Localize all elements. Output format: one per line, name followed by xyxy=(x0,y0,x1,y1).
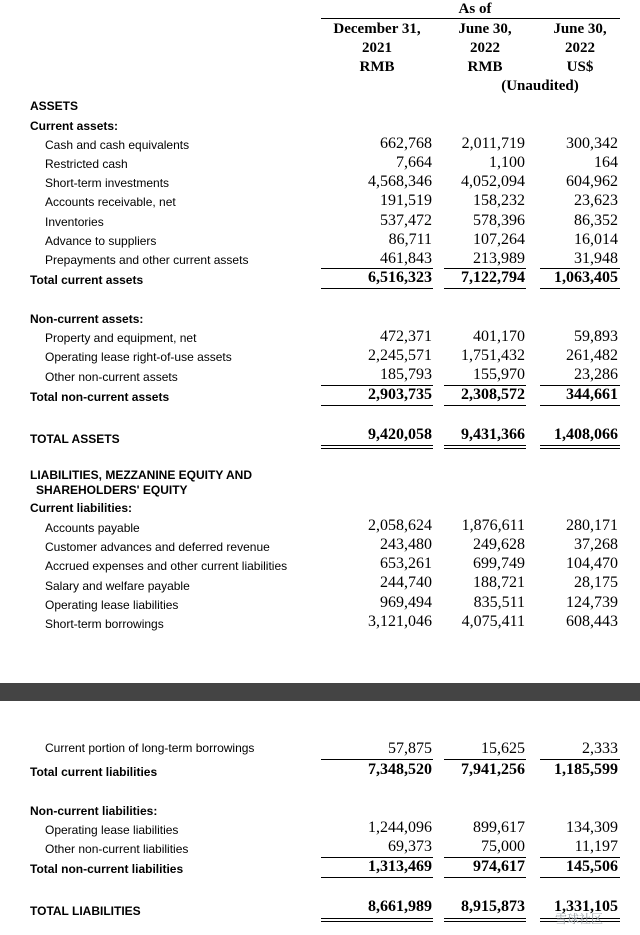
cell-dec2021: 1,244,096 xyxy=(368,819,432,836)
cell-jun2022-usd: 11,197 xyxy=(574,838,618,855)
row-label: Non-current liabilities: xyxy=(30,804,158,818)
cell-jun2022-rmb: 4,075,411 xyxy=(461,613,525,630)
header-col3 xyxy=(538,20,622,77)
cell-jun2022-usd: 344,661 xyxy=(566,386,618,403)
cell-jun2022-usd: 124,739 xyxy=(566,594,618,611)
cell-jun2022-usd: 31,948 xyxy=(574,250,618,267)
cell-jun2022-usd: 23,286 xyxy=(574,366,618,383)
cell-jun2022-rmb: 7,122,794 xyxy=(461,269,525,286)
cell-dec2021: 8,661,989 xyxy=(368,898,432,915)
cell-jun2022-rmb: 249,628 xyxy=(473,536,525,553)
cell-dec2021: 185,793 xyxy=(380,366,432,383)
cell-dec2021: 9,420,058 xyxy=(368,426,432,443)
row-label: Advance to suppliers xyxy=(45,234,157,248)
double-rule xyxy=(444,921,526,922)
cell-dec2021: 2,245,571 xyxy=(368,347,432,364)
cell-dec2021: 653,261 xyxy=(380,555,432,572)
cell-jun2022-usd: 608,443 xyxy=(566,613,618,630)
row-label: LIABILITIES, MEZZANINE EQUITY AND xyxy=(30,468,253,482)
col2-currency: RMB xyxy=(467,59,503,75)
row-label: Other non-current liabilities xyxy=(45,842,189,856)
cell-jun2022-rmb: 2,308,572 xyxy=(461,386,525,403)
col1-currency: RMB xyxy=(359,59,395,75)
cell-jun2022-rmb: 75,000 xyxy=(481,838,525,855)
col3-date: June 30, xyxy=(553,21,607,37)
total-rule xyxy=(321,877,433,878)
cell-jun2022-usd: 261,482 xyxy=(566,347,618,364)
row-label: Inventories xyxy=(45,215,104,229)
row-label: Short-term investments xyxy=(45,176,170,190)
row-label: TOTAL LIABILITIES xyxy=(30,904,141,918)
cell-dec2021: 57,875 xyxy=(388,740,432,757)
row-label: TOTAL ASSETS xyxy=(30,432,120,446)
cell-dec2021: 2,903,735 xyxy=(368,386,432,403)
double-rule xyxy=(444,918,526,919)
row-label: Customer advances and deferred revenue xyxy=(45,540,270,554)
cell-jun2022-rmb: 578,396 xyxy=(473,212,525,229)
page-break-band xyxy=(0,683,640,701)
cell-dec2021: 969,494 xyxy=(380,594,432,611)
header-unaudited: (Unaudited) xyxy=(501,78,579,94)
col3-year: 2022 xyxy=(565,40,595,56)
cell-jun2022-rmb: 155,970 xyxy=(473,366,525,383)
double-rule xyxy=(444,445,526,446)
row-label: ASSETS xyxy=(30,99,79,113)
watermark: 雪球社区 xyxy=(555,912,604,926)
row-label: Total current liabilities xyxy=(30,765,158,779)
subtotal-rule xyxy=(444,759,526,760)
row-label: Total current assets xyxy=(30,273,144,287)
row-label: Operating lease right-of-use assets xyxy=(45,350,232,364)
cell-jun2022-usd: 1,185,599 xyxy=(554,761,618,778)
row-label: Current assets: xyxy=(30,119,119,133)
row-label: Restricted cash xyxy=(45,157,128,171)
cell-dec2021: 243,480 xyxy=(380,536,432,553)
total-rule xyxy=(321,288,433,289)
cell-dec2021: 4,568,346 xyxy=(368,173,432,190)
cell-dec2021: 69,373 xyxy=(388,838,432,855)
cell-jun2022-rmb: 1,751,432 xyxy=(461,347,525,364)
row-label: Salary and welfare payable xyxy=(45,579,190,593)
cell-dec2021: 3,121,046 xyxy=(368,613,432,630)
cell-dec2021: 86,711 xyxy=(388,231,432,248)
cell-jun2022-usd: 604,962 xyxy=(566,173,618,190)
cell-jun2022-rmb: 9,431,366 xyxy=(461,426,525,443)
cell-jun2022-usd: 1,331,105 xyxy=(554,898,618,915)
row-label: Accrued expenses and other current liabilities xyxy=(45,559,288,573)
row-label: Operating lease liabilities xyxy=(45,823,179,837)
cell-dec2021: 1,313,469 xyxy=(368,858,432,875)
col2-date: June 30, xyxy=(458,21,512,37)
row-label: Short-term borrowings xyxy=(45,617,164,631)
total-rule xyxy=(444,405,526,406)
double-rule xyxy=(321,448,433,449)
double-rule xyxy=(540,448,620,449)
cell-dec2021: 2,058,624 xyxy=(368,517,432,534)
cell-jun2022-rmb: 1,100 xyxy=(489,154,525,171)
cell-dec2021: 662,768 xyxy=(380,135,432,152)
cell-jun2022-usd: 134,309 xyxy=(566,819,618,836)
cell-jun2022-rmb: 107,264 xyxy=(473,231,525,248)
total-rule xyxy=(540,288,620,289)
row-label: Current liabilities: xyxy=(30,501,133,515)
cell-jun2022-usd: 164 xyxy=(594,154,618,171)
cell-jun2022-usd: 2,333 xyxy=(582,740,618,757)
cell-jun2022-rmb: 158,232 xyxy=(473,192,525,209)
cell-jun2022-rmb: 401,170 xyxy=(473,328,525,345)
row-label: Current portion of long-term borrowings xyxy=(45,741,255,755)
cell-jun2022-usd: 1,408,066 xyxy=(554,426,618,443)
cell-jun2022-rmb: 2,011,719 xyxy=(461,135,525,152)
row-label: Total non-current assets xyxy=(30,390,170,404)
cell-dec2021: 472,371 xyxy=(380,328,432,345)
cell-jun2022-rmb: 4,052,094 xyxy=(461,173,525,190)
total-rule xyxy=(540,877,620,878)
row-label: Other non-current assets xyxy=(45,370,178,384)
cell-jun2022-rmb: 188,721 xyxy=(473,574,525,591)
double-rule xyxy=(540,445,620,446)
cell-jun2022-rmb: 974,617 xyxy=(473,858,525,875)
double-rule xyxy=(321,921,433,922)
total-rule xyxy=(444,288,526,289)
cell-jun2022-usd: 23,623 xyxy=(574,192,618,209)
cell-dec2021: 7,664 xyxy=(396,154,432,171)
double-rule xyxy=(444,448,526,449)
col2-year: 2022 xyxy=(470,40,500,56)
header-rule xyxy=(321,18,620,19)
row-label: Operating lease liabilities xyxy=(45,598,179,612)
total-rule xyxy=(540,405,620,406)
cell-jun2022-rmb: 7,941,256 xyxy=(461,761,525,778)
header-col1 xyxy=(318,20,436,77)
cell-jun2022-usd: 145,506 xyxy=(566,858,618,875)
double-rule xyxy=(321,445,433,446)
total-rule xyxy=(321,405,433,406)
row-label: Non-current assets: xyxy=(30,312,144,326)
cell-jun2022-usd: 59,893 xyxy=(574,328,618,345)
cell-jun2022-usd: 1,063,405 xyxy=(554,269,618,286)
cell-jun2022-rmb: 15,625 xyxy=(481,740,525,757)
cell-jun2022-rmb: 899,617 xyxy=(473,819,525,836)
row-label: Cash and cash equivalents xyxy=(45,138,190,152)
cell-jun2022-usd: 86,352 xyxy=(574,212,618,229)
cell-jun2022-usd: 104,470 xyxy=(566,555,618,572)
cell-dec2021: 191,519 xyxy=(380,192,432,209)
row-label: Accounts payable xyxy=(45,521,140,535)
header-col2 xyxy=(440,20,530,77)
cell-jun2022-usd: 28,175 xyxy=(574,574,618,591)
subtotal-rule xyxy=(540,759,620,760)
row-label: Total non-current liabilities xyxy=(30,862,184,876)
cell-dec2021: 6,516,323 xyxy=(368,269,432,286)
cell-jun2022-rmb: 1,876,611 xyxy=(461,517,525,534)
double-rule xyxy=(321,918,433,919)
col1-date: December 31, xyxy=(333,21,421,37)
cell-jun2022-usd: 300,342 xyxy=(566,135,618,152)
col1-year: 2021 xyxy=(362,40,392,56)
row-label: Property and equipment, net xyxy=(45,331,197,345)
cell-jun2022-rmb: 213,989 xyxy=(473,250,525,267)
cell-jun2022-rmb: 699,749 xyxy=(473,555,525,572)
row-label: SHAREHOLDERS' EQUITY xyxy=(36,483,188,497)
cell-dec2021: 537,472 xyxy=(380,212,432,229)
cell-jun2022-rmb: 835,511 xyxy=(473,594,525,611)
row-label: Accounts receivable, net xyxy=(45,195,176,209)
cell-jun2022-usd: 280,171 xyxy=(566,517,618,534)
cell-jun2022-usd: 16,014 xyxy=(574,231,618,248)
cell-jun2022-usd: 37,268 xyxy=(574,536,618,553)
cell-dec2021: 244,740 xyxy=(380,574,432,591)
cell-dec2021: 461,843 xyxy=(380,250,432,267)
col3-currency: US$ xyxy=(566,59,594,75)
subtotal-rule xyxy=(321,759,433,760)
total-rule xyxy=(444,877,526,878)
cell-jun2022-rmb: 8,915,873 xyxy=(461,898,525,915)
cell-dec2021: 7,348,520 xyxy=(368,761,432,778)
header-as-of: As of xyxy=(458,1,492,17)
row-label: Prepayments and other current assets xyxy=(45,253,249,267)
